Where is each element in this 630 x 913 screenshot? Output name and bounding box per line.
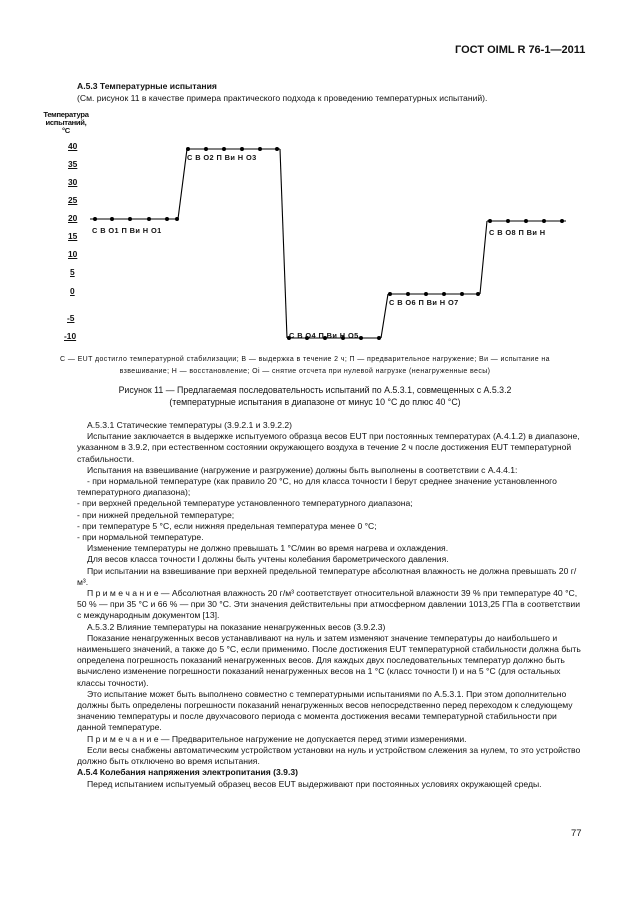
paragraph: Для весов класса точности I должны быть учтены колебания барометрического давления.	[87, 554, 449, 565]
segment-label: С В О1 П Ви Н О1	[92, 226, 162, 235]
point	[165, 217, 169, 221]
point	[147, 217, 151, 221]
list-item: - при температуре 5 °С, если нижняя предельная температура менее 0 °С;	[77, 520, 377, 531]
note: П р и м е ч а н и е — Абсолютная влажность 20 г/м³ соответствует относительной влажности 39 % при температуре 40 °С, 50 % — при 35 °С и 66 % — при 30 °С. Эти значения действительны при атмосферном давлении 1013,25 ГПа в соответствии с международным документом [13].	[77, 588, 581, 621]
document-header: ГОСТ OIML R 76-1—2011	[455, 44, 586, 56]
rise-to-40c	[178, 149, 187, 219]
point	[258, 147, 262, 151]
subsection-title: А.5.3.2 Влияние температуры на показание ненагруженных весов (3.9.2.3)	[87, 621, 386, 632]
point	[128, 217, 132, 221]
rise-to-20c	[480, 221, 487, 294]
paragraph: Изменение температуры не должно превышать 1 °С/мин во время нагрева и охлаждения.	[87, 543, 449, 554]
point	[93, 217, 97, 221]
tick-label: 10	[68, 249, 78, 259]
point	[506, 219, 510, 223]
tick-label: 35	[68, 159, 78, 169]
figure-caption	[60, 384, 570, 408]
paragraph: Испытание заключается в выдержке испытуемого образца весов EUT при постоянных температурах (А.4.1.2) в диапазоне, указанном в 3.9.2, при естественном состоянии окружающего воздуха в течение 2 ч после достижения EUT температурной стабильности.	[77, 431, 580, 464]
point	[204, 147, 208, 151]
measurement-points	[93, 147, 564, 340]
point	[442, 292, 446, 296]
segment-label: С В О2 П Ви Н О3	[187, 153, 257, 162]
section-title: А.5.3 Температурные испытания	[77, 81, 217, 91]
paragraph: Испытания на взвешивание (нагружение и разгружение) должны быть выполнены в соответствии с А.4.4.1:	[87, 464, 518, 475]
point	[476, 292, 480, 296]
point	[110, 217, 114, 221]
point	[460, 292, 464, 296]
tick-label: 5	[70, 267, 75, 277]
list-item: - при нижней предельной температуре;	[77, 509, 235, 520]
ylabel-line2: испытаний,	[45, 118, 87, 127]
point	[560, 219, 564, 223]
note: П р и м е ч а н и е — Предварительное нагружение не допускается перед этими измерениями.	[87, 733, 467, 744]
paragraph: Если весы снабжены автоматическим устройством установки на нуль и устройством слежения за нулем, то это устройство должно быть отключено во время испытания.	[77, 744, 581, 767]
temperature-step-line	[90, 149, 566, 338]
tick-label: 30	[68, 177, 78, 187]
segment-label: С В О4 П Ви Н О5	[289, 331, 359, 340]
section-intro: (См. рисунок 11 в качестве примера практического подхода к проведению температурных испытаний).	[77, 93, 488, 103]
segment-label: С В О8 П Ви Н	[489, 228, 546, 237]
point	[359, 336, 363, 340]
tick-label: -5	[67, 313, 75, 323]
paragraph: Перед испытанием испытуемый образец весов EUT выдерживают при постоянных условиях окружающей среды.	[87, 778, 542, 789]
tick-label: 20	[68, 213, 78, 223]
point	[377, 336, 381, 340]
list-item: - при верхней предельной температуре установленного температурного диапазона;	[77, 498, 413, 509]
tick-label: 15	[68, 231, 78, 241]
point	[488, 219, 492, 223]
point	[388, 292, 392, 296]
segment-label: С В О6 П Ви Н О7	[389, 298, 459, 307]
drop-to-minus10c	[280, 149, 287, 338]
ylabel-unit: °С	[62, 126, 70, 135]
list-item: - при нормальной температуре (как правило 20 °С, но для класса точности I берут среднее значение установленного температурного диапазона);	[77, 476, 557, 498]
point	[424, 292, 428, 296]
temperature-profile-chart	[0, 0, 630, 360]
tick-label: -10	[64, 331, 77, 341]
caption-line2: (температурные испытания в диапазоне от минус 10 °С до плюс 40 °С)	[169, 397, 461, 407]
point	[406, 292, 410, 296]
subsection-title: А.5.3.1 Статические температуры (3.9.2.1 и 3.9.2.2)	[87, 420, 293, 430]
point	[524, 219, 528, 223]
point	[175, 217, 179, 221]
rise-to-0c	[381, 294, 388, 338]
caption-line1: Рисунок 11 — Предлагаемая последовательность испытаний по А.5.3.1, совмещенных с А.5.3.2	[118, 385, 512, 395]
body-text	[77, 420, 585, 790]
point	[222, 147, 226, 151]
section-title: А.5.4 Колебания напряжения электропитания (3.9.3)	[77, 767, 298, 778]
paragraph: При испытании на взвешивание при верхней предельной температуре абсолютная влажность не должна превышать 20 г/м³.	[77, 565, 577, 587]
tick-label: 25	[68, 195, 78, 205]
page-number: 77	[571, 828, 582, 839]
tick-label: 0	[70, 286, 75, 296]
paragraph: Показание ненагруженных весов устанавливают на нуль и затем изменяют значение температуры до наибольшего и наименьшего значений, а также до 5 °С, если применимо. После достижения EUT температурной стабильности должна быть определена погрешность показаний ненагруженных весов. Для каждых двух последовательных температур должно быть вычислено изменение погрешности показаний ненагруженных весов на 1 °С (класс точности I) и на 5 °С (для остальных классы точности).	[77, 632, 581, 688]
list-item: - при нормальной температуре.	[77, 532, 204, 543]
ylabel-line1: Температура	[43, 110, 89, 119]
paragraph: Это испытание может быть выполнено совместно с температурными испытаниями по А.5.3.1. При этом дополнительно должны быть определены погрешности показаний ненагруженных весов непосредственно перед переходом к следующему значению температуры и после двухчасового периода с момента достижения весами температурной стабильности при данной температуре.	[77, 688, 573, 733]
figure-legend: С — EUT достигло температурной стабилизации; В — выдержка в течение 2 ч; П — предварительное нагружение; Ви — испытание на взвешивание; Н — восстановление; Оi — снятие отсчета при нулевой нагрузке (ненагруженные весы)	[60, 356, 550, 375]
point	[275, 147, 279, 151]
point	[240, 147, 244, 151]
tick-label: 40	[68, 141, 78, 151]
point	[542, 219, 546, 223]
point	[186, 147, 190, 151]
